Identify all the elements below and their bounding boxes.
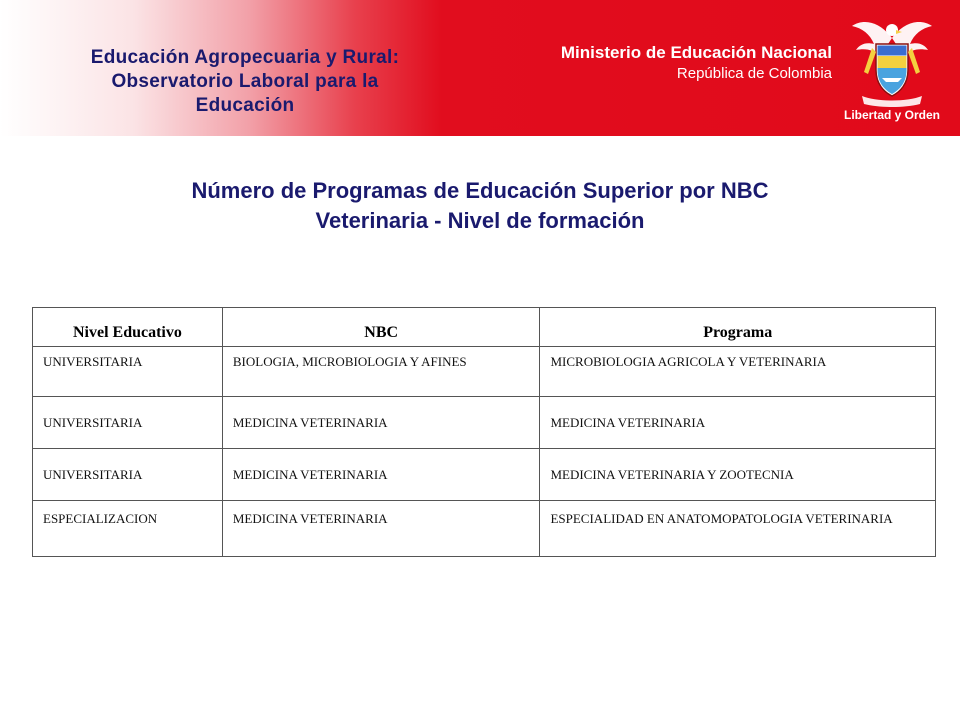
cell-nivel-educativo: UNIVERSITARIA [33,397,223,449]
table-header-row [33,308,936,347]
table-row [33,347,936,397]
cell-nivel-educativo: UNIVERSITARIA [33,347,223,397]
column-header-nbc: NBC [222,308,540,347]
page-title-line: Número de Programas de Educación Superior por NBC [191,178,769,203]
cell-programa: ESPECIALIDAD EN ANATOMOPATOLOGIA VETERINARIA [540,501,936,557]
presentation-title [40,46,450,118]
cell-programa: MICROBIOLOGIA AGRICOLA Y VETERINARIA [540,347,936,397]
cell-programa: MEDICINA VETERINARIA Y ZOOTECNIA [540,449,936,501]
cell-nbc: MEDICINA VETERINARIA [222,397,540,449]
table-row [33,449,936,501]
cell-nivel-educativo: ESPECIALIZACION [33,501,223,557]
cell-nbc: MEDICINA VETERINARIA [222,501,540,557]
presentation-title-line: Educación [195,95,295,116]
column-header-programa: Programa [540,308,936,347]
header-banner [0,0,960,136]
cell-nbc: MEDICINA VETERINARIA [222,449,540,501]
column-header-nivel-educativo: Nivel Educativo [33,308,223,347]
cell-programa: MEDICINA VETERINARIA [540,397,936,449]
ministry-name: Ministerio de Educación Nacional [560,43,832,62]
presentation-title-line: Educación Agropecuaria y Rural: [90,47,400,68]
motto-text: Libertad y Orden [843,108,941,122]
page-title [60,176,900,236]
page-title-line: Veterinaria - Nivel de formación [315,208,645,233]
ministry-block [561,42,832,84]
table-row [33,501,936,557]
table-row [33,397,936,449]
cell-nivel-educativo: UNIVERSITARIA [33,449,223,501]
cell-nbc: BIOLOGIA, MICROBIOLOGIA Y AFINES [222,347,540,397]
presentation-title-line: Observatorio Laboral para la [111,71,379,92]
programs-table [32,307,936,557]
ministry-country: República de Colombia [676,65,832,82]
